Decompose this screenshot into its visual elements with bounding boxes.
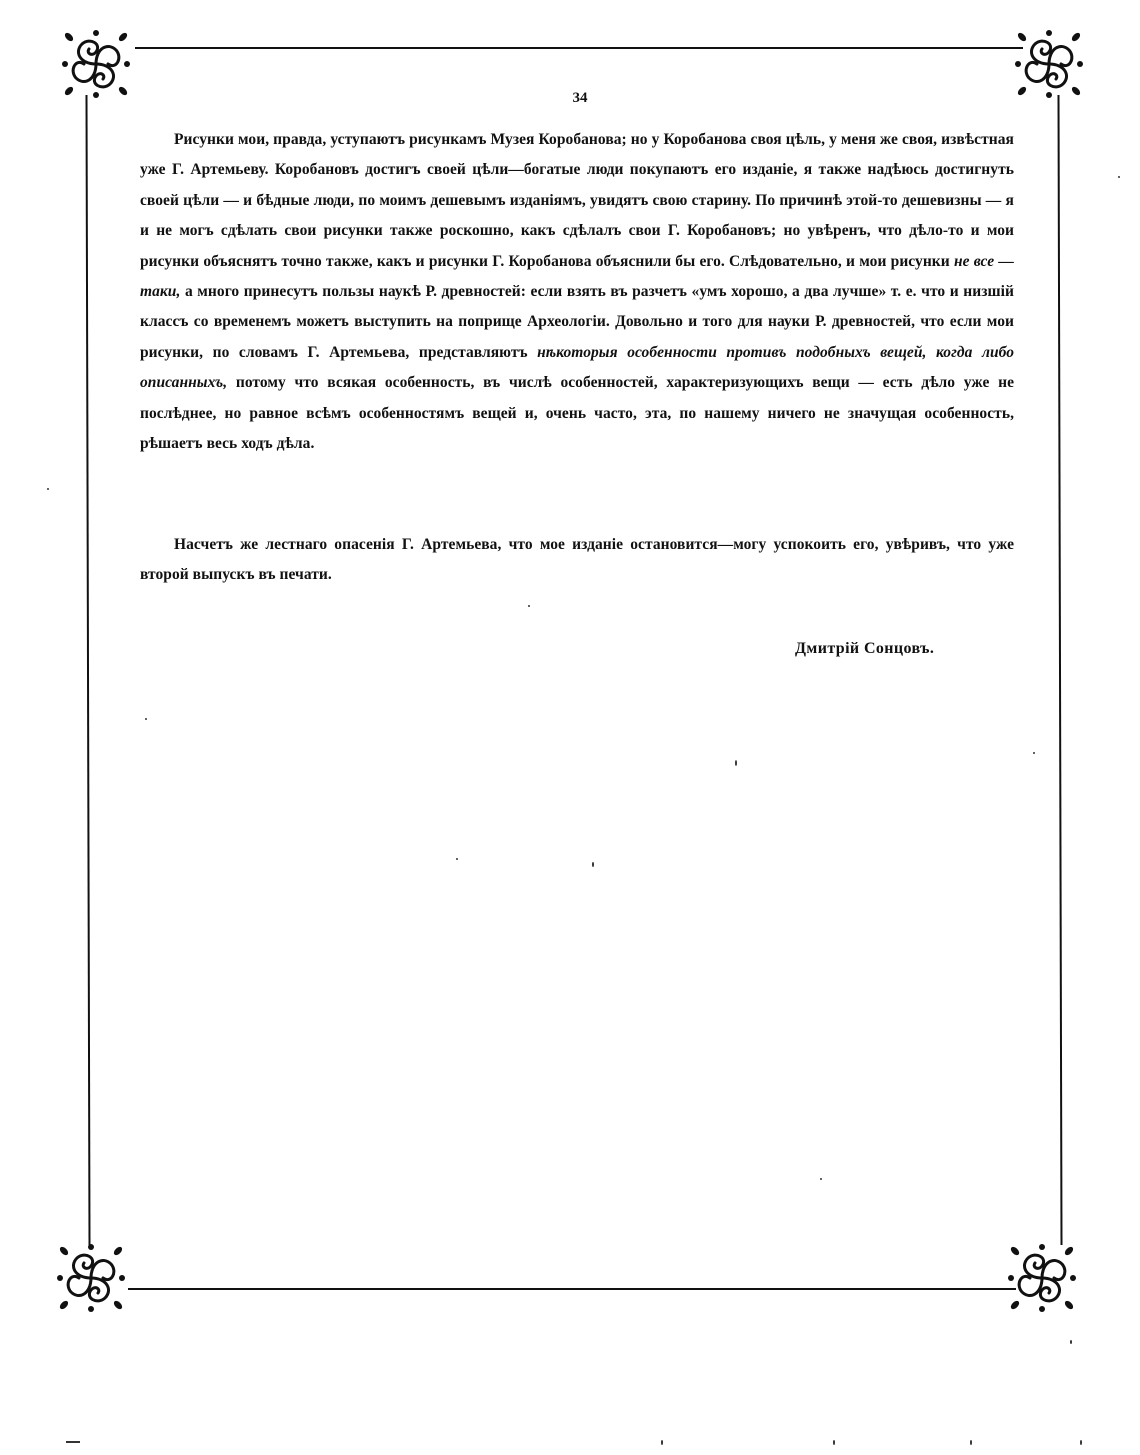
frame-left-rule [85,95,90,1245]
paragraph-1-text: а много принесутъ пользы наукѣ Р. древностей: если взять въ разчетъ «умъ хорошо, а два лучше» т. е. что и низшій классъ со временемъ можетъ выступить на поприще Археологіи. Довольно и того для науки Р. древностей, что если мои рисунки, по словамъ Г. Артемьева, представляютъ [140,283,1014,361]
corner-ornament-top-right [1013,28,1085,100]
frame-bottom-rule [128,1288,1016,1290]
paragraph-1-text: Рисунки мои, правда, уступаютъ рисункамъ Музея Коробанова; но у Коробанова своя цѣль, у меня же своя, извѣстная уже Г. Артемьеву. Коробановъ достигъ своей цѣли—богатые люди покупаютъ его изданіе, я также надѣюсь достигнуть своей цѣли — и бѣдные люди, по моимъ дешевымъ изданіямъ, увидятъ свою старину. По причинѣ этой-то дешевизны — я и не могъ сдѣлать свои рисунки также роскошно, какъ сдѣлалъ свои Г. Коробановъ; но увѣренъ, что дѣло-то и мои рисунки объяснятъ точно также, какъ и рисунки Г. Коробанова объяснили бы его. Слѣдовательно, и мои рисунки [140,131,1014,270]
frame-top-rule [135,47,1023,49]
corner-ornament-bottom-left [55,1242,127,1314]
corner-ornament-bottom-right [1006,1242,1078,1314]
corner-ornament-top-left [60,28,132,100]
print-speck [47,488,49,490]
paragraph-1-text: потому что всякая особенность, въ числѣ особенностей, характеризующихъ вещи — есть дѣло уже не послѣднее, но равное всѣмъ особенностямъ вещей и, очень часто, эта, по нашему ничего не значущая особенность, рѣшаетъ весь ходъ дѣла. [140,374,1014,453]
frame-right-rule [1057,95,1062,1245]
paragraph-1-italic-phrase: не все — таки, [140,252,1014,301]
print-speck [1080,1440,1082,1445]
print-speck [1070,1340,1072,1344]
print-speck [66,1441,80,1443]
print-speck [833,1440,835,1445]
print-speck [145,718,147,720]
print-speck [970,1440,972,1445]
print-speck [592,862,594,867]
page-number: 34 [572,90,588,106]
print-speck [820,1178,822,1180]
author-signature: Дмитрій Сонцовъ. [795,640,935,657]
print-speck [456,858,458,860]
paragraph-2 [140,530,1014,591]
print-speck [528,605,530,607]
print-speck [1033,752,1035,754]
print-speck [1118,176,1120,178]
paragraph-1 [140,125,1014,459]
print-speck [661,1440,663,1445]
print-speck [735,760,737,766]
paragraph-2-text: Насчетъ же лестнаго опасенія Г. Артемьева, что мое изданіе остановится—могу успокоить его, увѣривъ, что уже второй выпускъ въ печати. [140,536,1014,584]
paragraph-1-italic-phrase: нѣкоторыя особенности противъ подобныхъ вещей, когда либо описанныхъ, [140,343,1015,392]
